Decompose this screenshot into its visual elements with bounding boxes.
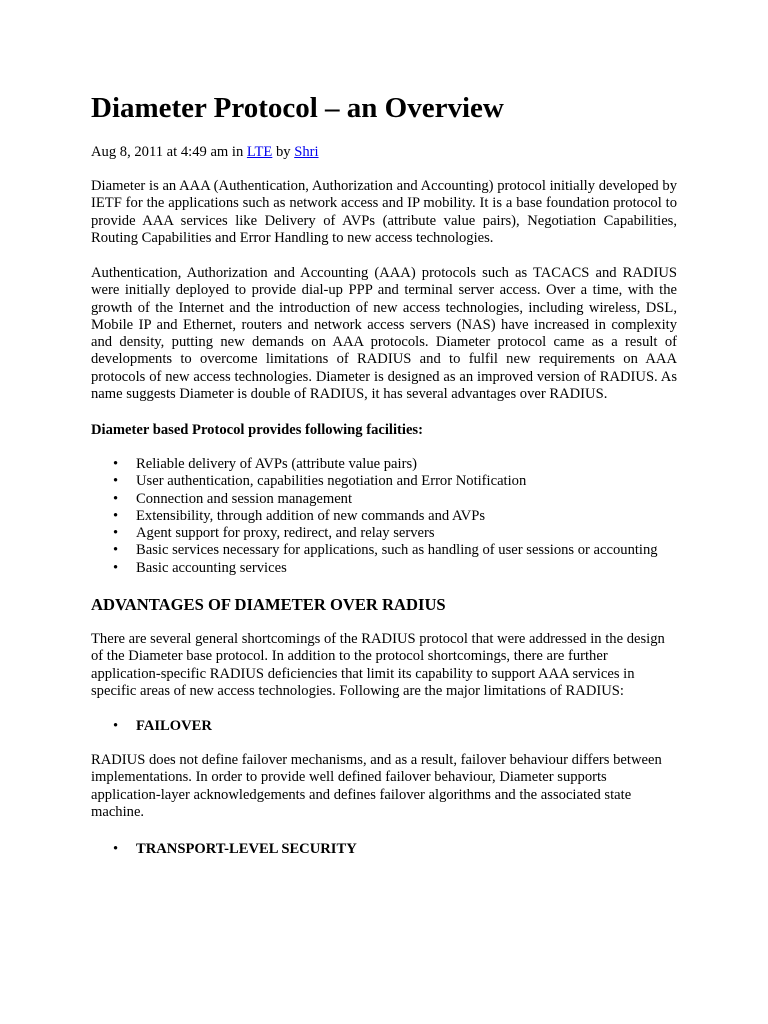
- category-link[interactable]: LTE: [246, 144, 273, 160]
- list-item: • Extensibility, through addition of new commands and AVPs: [113, 507, 486, 524]
- facilities-list: [91, 456, 658, 577]
- post-date: Aug 8, 2011 at 4:49 am in: [91, 144, 247, 160]
- bullet-icon: •: [113, 490, 119, 507]
- post-meta: [91, 143, 319, 161]
- failover-heading: • FAILOVER: [113, 718, 212, 734]
- list-item: • Agent support for proxy, redirect, and relay servers: [113, 525, 435, 542]
- intro-paragraph-1: Diameter is an AAA (Authentication, Authorization and Accounting) protocol initially developed by IETF for the applications such as network access and IP mobility. It is a base foundation protocol to provide AAA services like Delivery of AVPs (attribute value pairs), Negotiation Capabilities, Routing Capabilities and Error Handling to new access technologies.: [91, 178, 677, 246]
- list-item: • Basic accounting services: [113, 559, 287, 576]
- advantages-heading: ADVANTAGES OF DIAMETER OVER RADIUS: [91, 595, 446, 614]
- bullet-icon: •: [113, 525, 119, 542]
- list-item: • Reliable delivery of AVPs (attribute value pairs): [113, 456, 417, 472]
- bullet-icon: •: [113, 559, 119, 576]
- failover-paragraph: RADIUS does not define failover mechanisms, and as a result, failover behaviour differs between implementations. In order to provide well defined failover behaviour, Diameter supports application-layer acknowledgements and defines failover algorithms and the associated state machine.: [91, 752, 662, 820]
- bullet-icon: •: [113, 718, 119, 734]
- bullet-icon: •: [113, 456, 119, 472]
- advantages-intro-paragraph: There are several general shortcomings of the RADIUS protocol that were addressed in the design of the Diameter base protocol. In addition to the protocol shortcomings, there are further application-specific RADIUS deficiencies that limit its capability to support AAA services in specific areas of new access technologies. Following are the major limitations of RADIUS:: [91, 631, 665, 699]
- intro-paragraph-2: Authentication, Authorization and Accounting (AAA) protocols such as TACACS and RADIUS were initially deployed to provide dial-up PPP and terminal server access. Over a time, with the growth of the Internet and the introduction of new access technologies, including wireless, DSL, Mobile IP and Ethernet, routers and network access servers (NAS) have increased in complexity and density, putting new demands on AAA protocols. Diameter protocol came as a result of developments to overcome limitations of RADIUS and to fulfil new requirements on AAA protocols of new access technologies. Diameter is designed as an improved version of RADIUS. As name suggests Diameter is double of RADIUS, it has several advantages over RADIUS.: [91, 265, 677, 403]
- bullet-icon: •: [113, 473, 119, 490]
- list-item: • User authentication, capabilities negotiation and Error Notification: [113, 473, 527, 490]
- page-title: Diameter Protocol – an Overview: [91, 92, 504, 124]
- list-item: • Connection and session management: [113, 490, 353, 507]
- transport-security-heading: • TRANSPORT-LEVEL SECURITY: [113, 841, 357, 857]
- author-link[interactable]: Shri: [294, 144, 319, 160]
- bullet-icon: •: [113, 507, 119, 524]
- bullet-icon: •: [113, 542, 119, 559]
- list-item: • Basic services necessary for applications, such as handling of user sessions or accounting: [113, 542, 658, 559]
- by-text: by: [272, 144, 295, 160]
- bullet-icon: •: [113, 841, 119, 857]
- facilities-heading: Diameter based Protocol provides following facilities:: [91, 422, 423, 438]
